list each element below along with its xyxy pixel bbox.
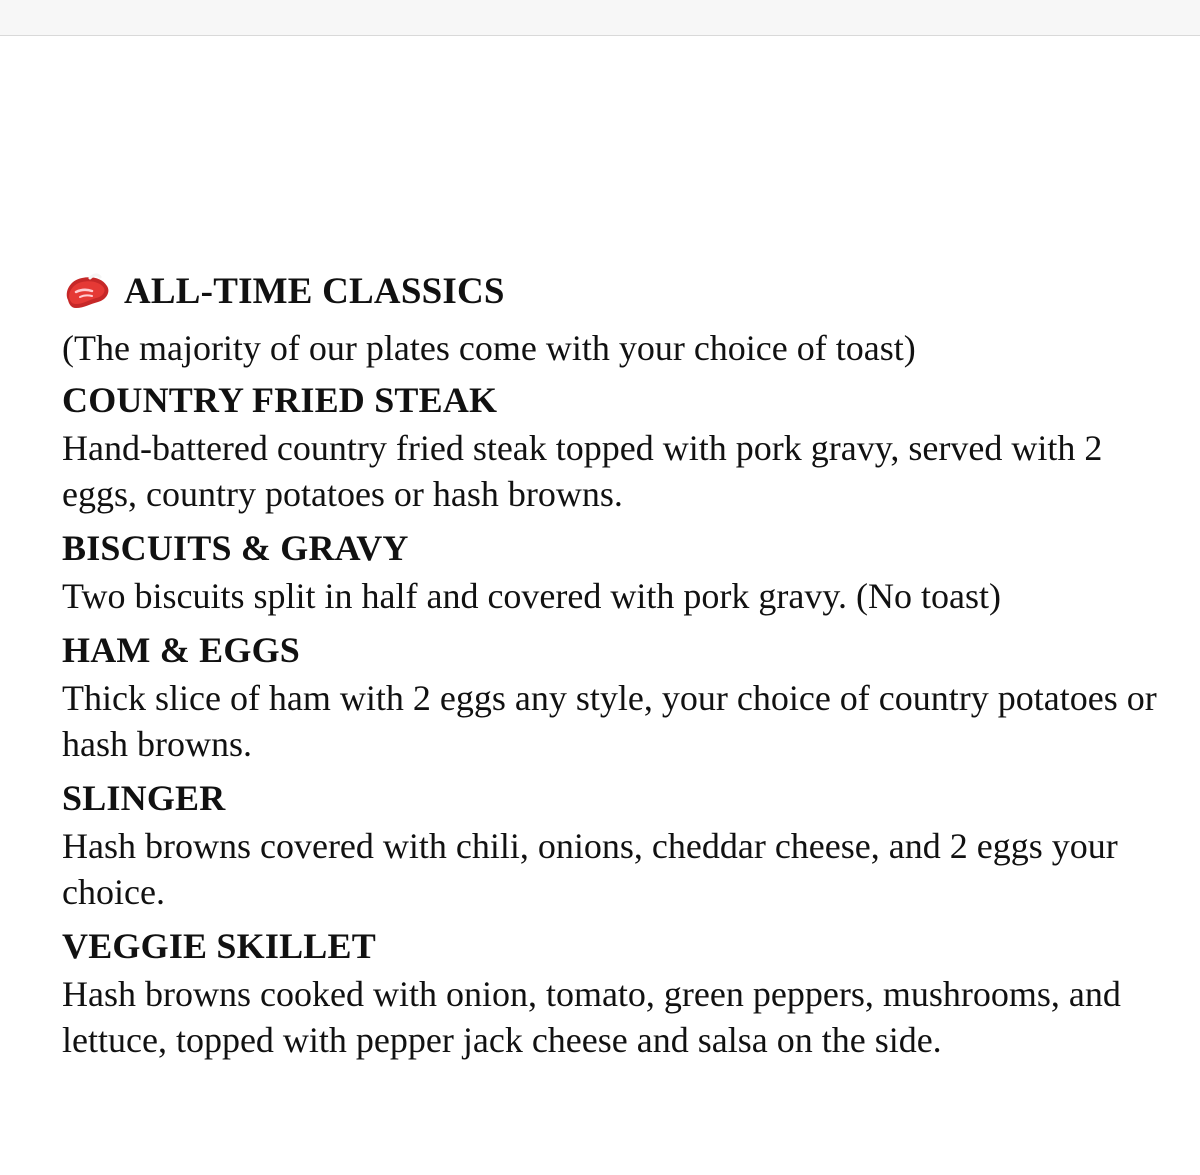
item-name: VEGGIE SKILLET (62, 926, 376, 966)
item-description: Two biscuits split in half and covered with pork gravy. (No toast) (62, 576, 1001, 616)
item-name: HAM & EGGS (62, 630, 301, 670)
item-name: BISCUITS & GRAVY (62, 528, 409, 568)
steak-icon (62, 270, 112, 312)
section-title: ALL-TIME CLASSICS (124, 270, 505, 312)
item-description: Thick slice of ham with 2 eggs any style, your choice of country potatoes or hash browns. (62, 678, 1157, 764)
item-name: COUNTRY FRIED STEAK (62, 380, 498, 420)
menu-item (62, 773, 1172, 915)
item-description: Hash browns cooked with onion, tomato, green peppers, mushrooms, and lettuce, topped with pepper jack cheese and salsa on the side. (62, 974, 1121, 1060)
menu-item (62, 921, 1172, 1063)
item-description: Hand-battered country fried steak topped with pork gravy, served with 2 eggs, country potatoes or hash browns. (62, 428, 1103, 514)
section-intro: (The majority of our plates come with your choice of toast) (62, 328, 916, 368)
item-name: SLINGER (62, 778, 226, 818)
menu-item (62, 375, 1172, 517)
section-header (62, 266, 1172, 316)
item-description: Hash browns covered with chili, onions, cheddar cheese, and 2 eggs your choice. (62, 826, 1118, 912)
menu-item (62, 625, 1172, 767)
top-bar (0, 0, 1200, 36)
menu-item (62, 523, 1172, 619)
menu-section (62, 266, 1172, 1063)
